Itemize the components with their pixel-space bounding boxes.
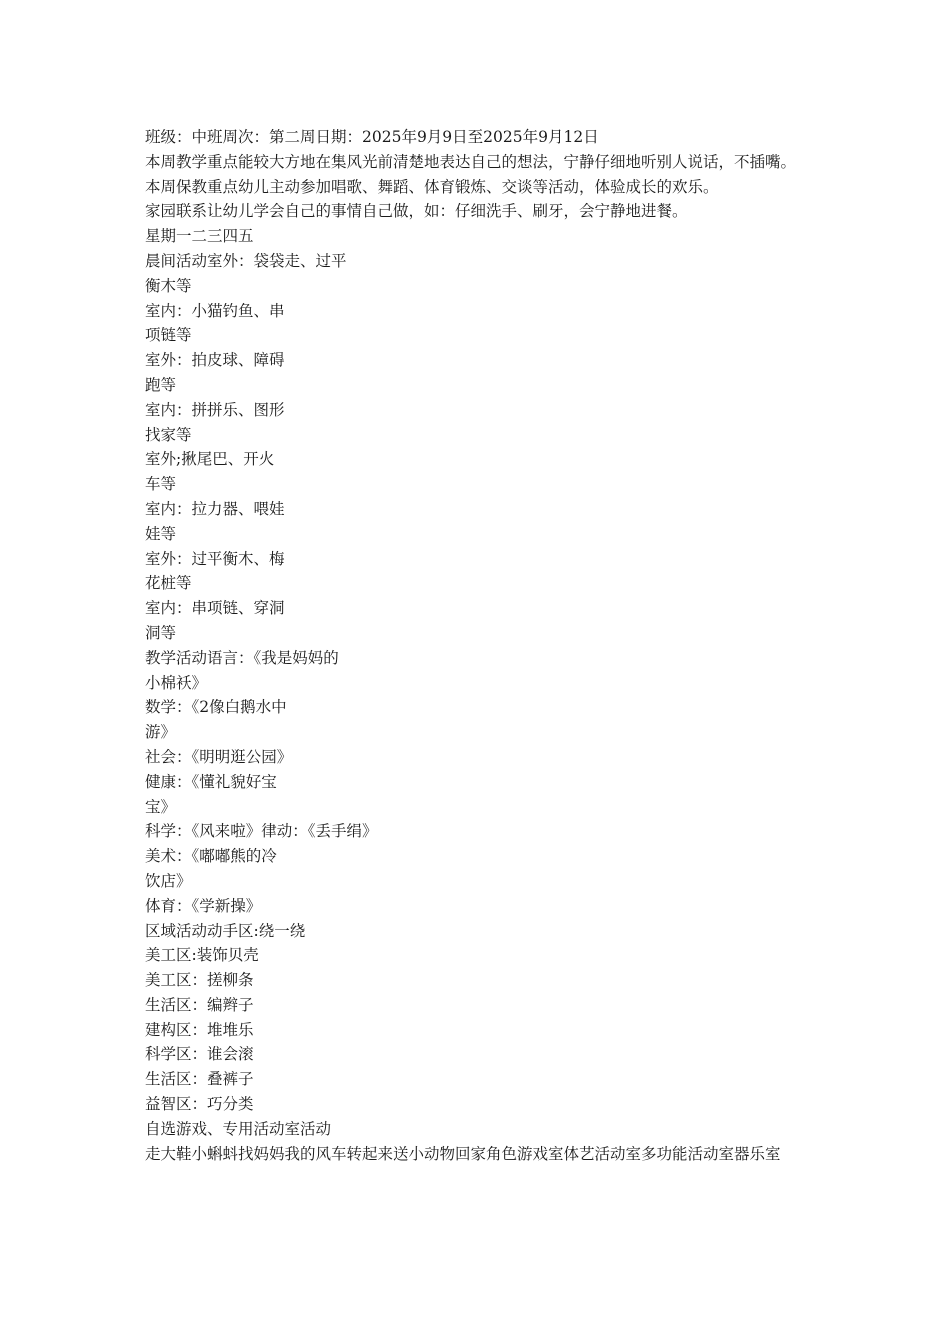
text-line: 衡木等 [145,276,192,295]
home-contact-line: 家园联系让幼儿学会自己的事情自己做，如：仔细洗手、刷牙，会宁静地进餐。 [145,202,688,221]
weekday-header: 星期一二三四五 [145,227,254,246]
document-body [145,125,810,1166]
text-line: 室外：过平衡木、梅 [145,549,285,568]
free-play-line: 走大鞋小蝌蚪找妈妈我的风车转起来送小动物回家角色游戏室体艺活动室多功能活动室器乐室 [145,1144,781,1163]
text-line: 找家等 [145,425,192,444]
teaching-activity-line: 教学活动语言：《我是妈妈的 [145,648,339,667]
text-line: 美工区:装饰贝壳 [145,946,259,965]
text-line: 室外;揪尾巴、开火 [145,450,275,469]
text-line: 洞等 [145,623,177,642]
morning-activity-line: 晨间活动室外：袋袋走、过平 [145,251,347,270]
care-focus-line: 本周保教重点幼儿主动参加唱歌、舞蹈、体育锻炼、交谈等活动，体验成长的欢乐。 [145,177,719,196]
text-line: 项链等 [145,326,192,345]
text-line: 饮店》 [145,871,192,890]
text-line: 室内：拉力器、喂娃 [145,499,285,518]
text-line: 游》 [145,723,177,742]
text-line: 车等 [145,475,177,494]
free-play-heading: 自选游戏、专用活动室活动 [145,1119,332,1138]
text-line: 科学区：谁会滚 [145,1045,254,1064]
text-line: 数学：《2像白鹅水中 [145,698,287,717]
text-line: 跑等 [145,375,177,394]
text-line: 美工区：搓柳条 [145,971,254,990]
text-line: 健康：《懂礼貌好宝 [145,772,277,791]
text-line: 益智区：巧分类 [145,1095,254,1114]
text-line: 室内：拼拼乐、图形 [145,400,285,419]
text-line: 娃等 [145,524,177,543]
text-line: 生活区：叠裤子 [145,1070,254,1089]
text-line: 社会：《明明逛公园》 [145,747,293,766]
text-line: 美术：《嘟嘟熊的冷 [145,847,277,866]
text-line: 建构区：堆堆乐 [145,1020,254,1039]
class-week-date-line: 班级：中班周次：第二周日期：2025年9月9日至2025年9月12日 [145,128,599,146]
area-activity-line: 区域活动动手区:绕一绕 [145,921,306,940]
text-line: 室内：串项链、穿洞 [145,599,285,618]
text-line: 小棉袄》 [145,673,208,692]
text-line: 室内：小猫钓鱼、串 [145,301,285,320]
text-line: 花桩等 [145,574,192,593]
text-line: 室外：拍皮球、障碍 [145,351,285,370]
text-line: 体育：《学新操》 [145,896,262,915]
text-line: 生活区：编辫子 [145,995,254,1014]
teaching-focus-line: 本周教学重点能较大方地在集风光前清楚地表达自己的想法，宁静仔细地听别人说话，不插嘴。 [145,152,797,171]
text-line: 科学：《风来啦》律动：《丢手绢》 [145,822,378,841]
text-line: 宝》 [145,797,177,816]
